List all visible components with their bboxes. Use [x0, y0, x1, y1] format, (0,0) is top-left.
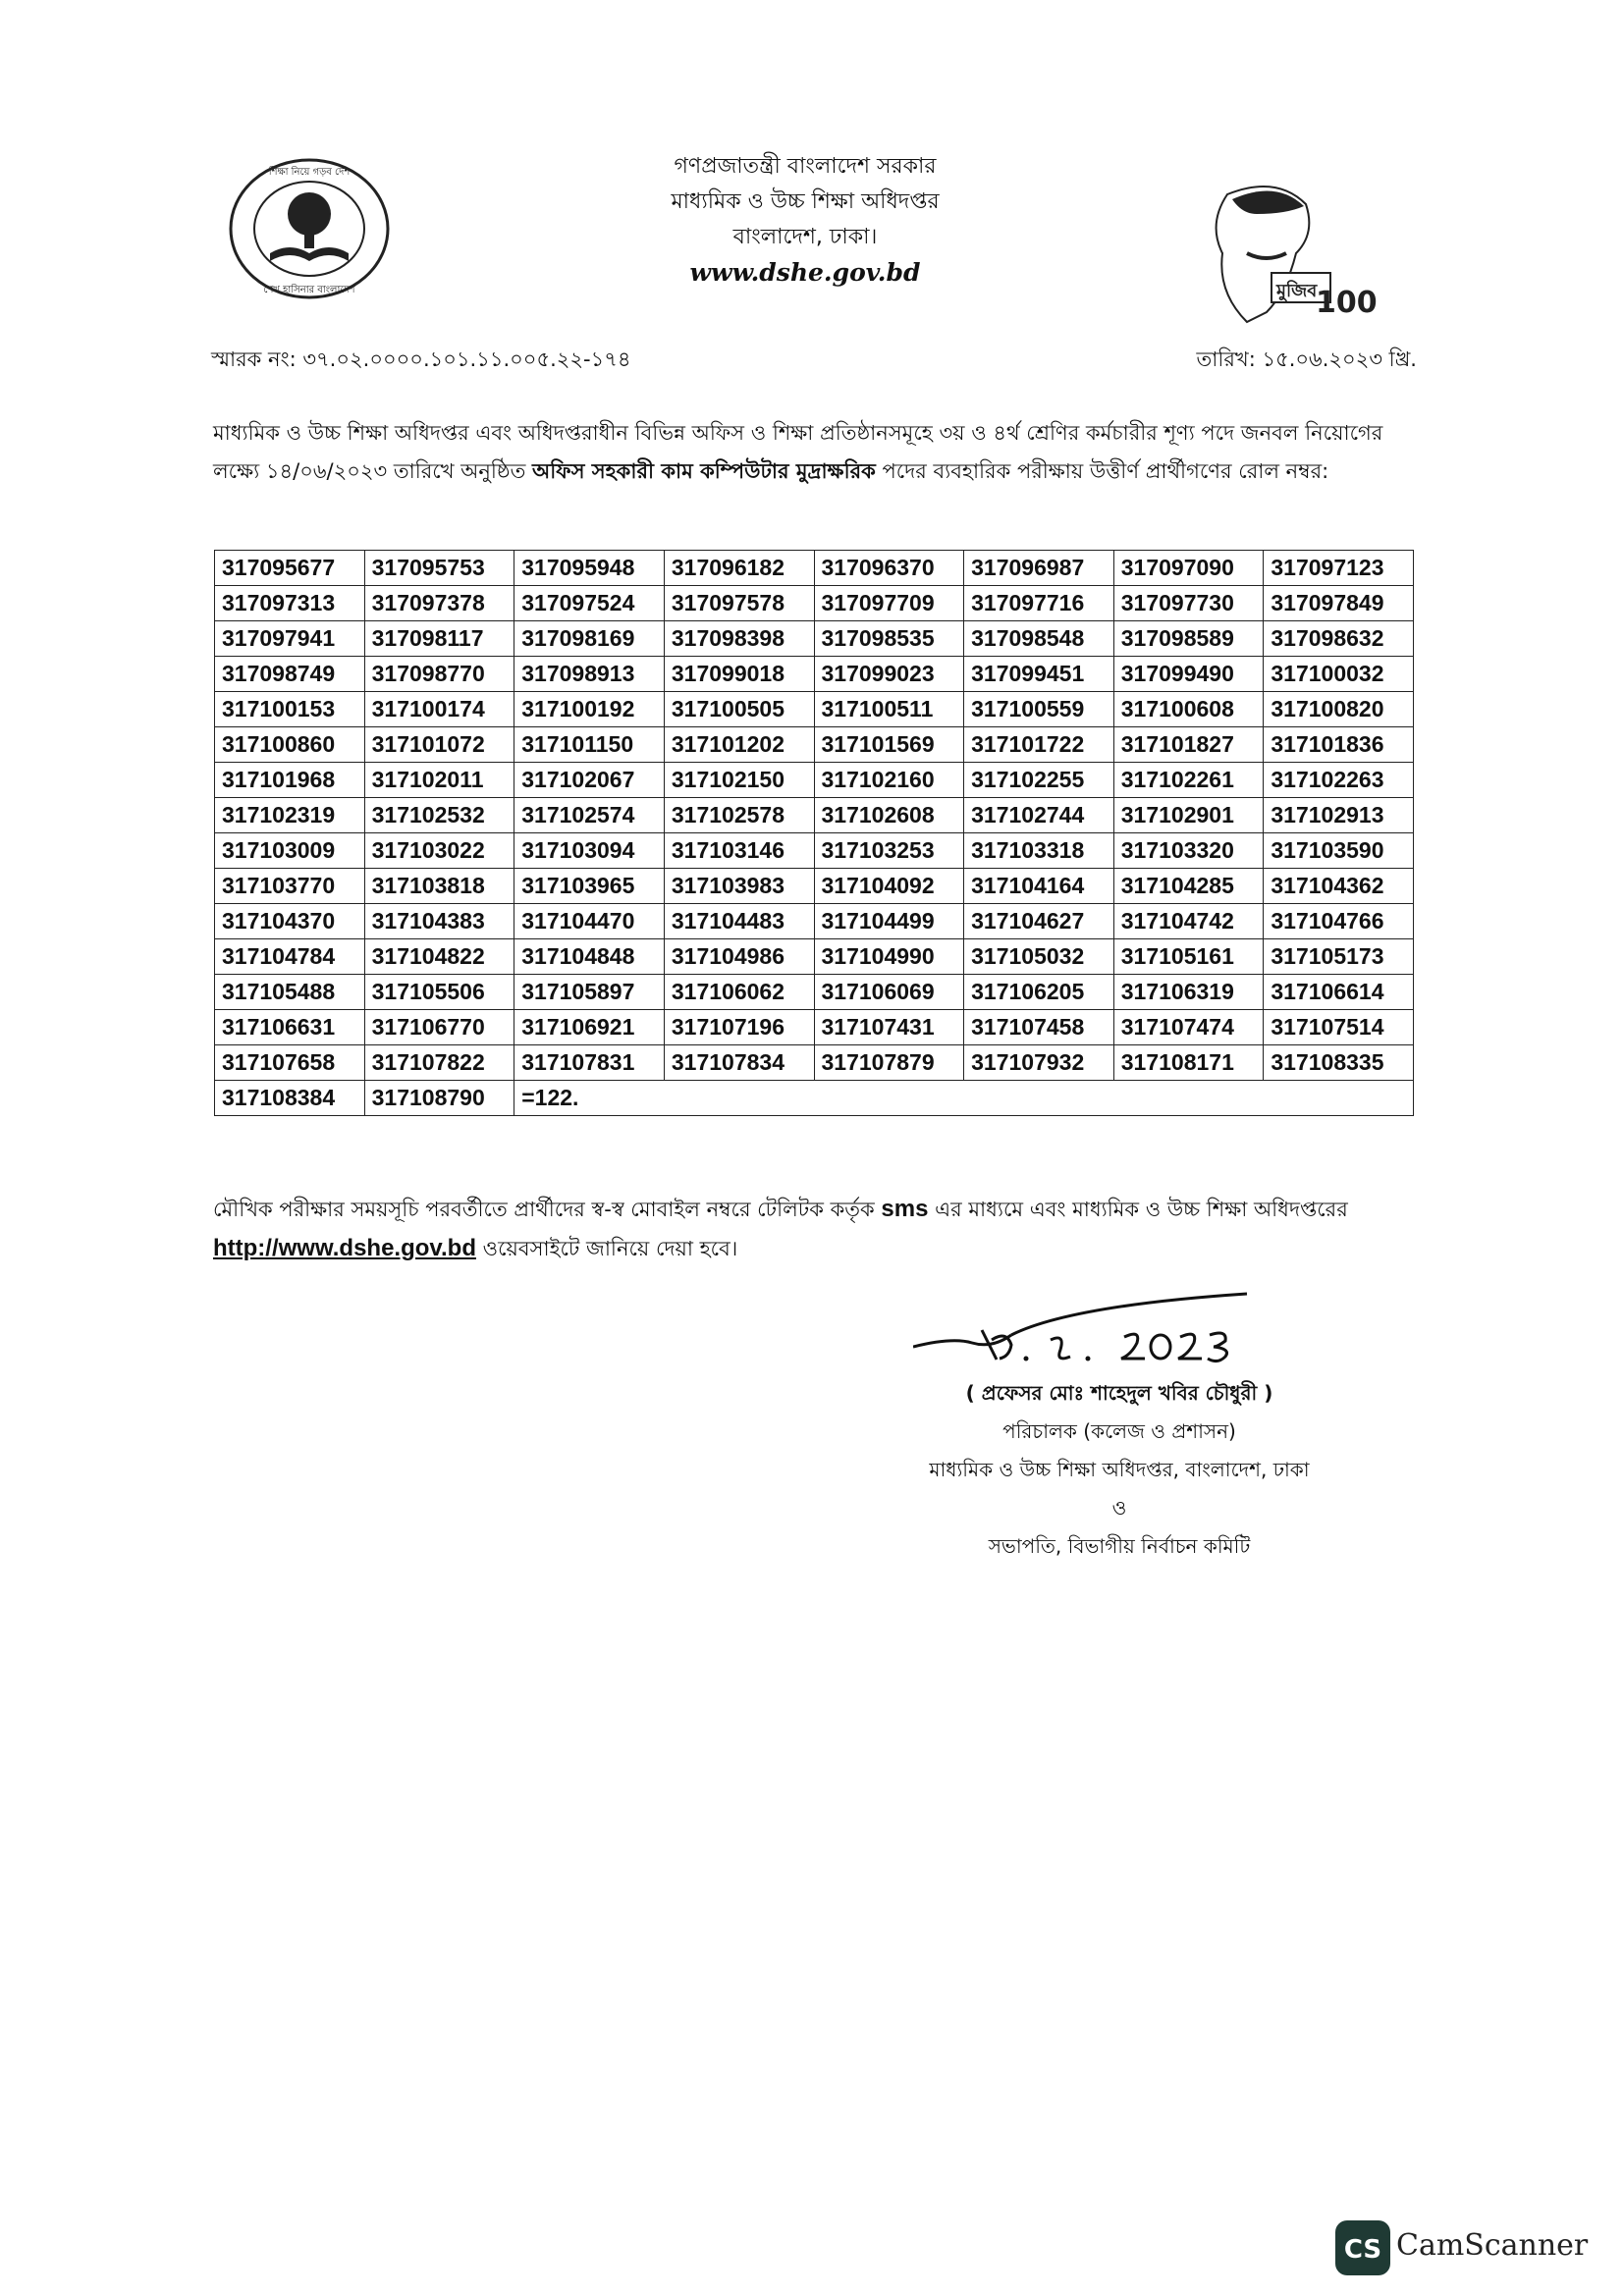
roll-cell: 317103983 [664, 869, 814, 904]
roll-row [215, 657, 1414, 692]
roll-cell: 317100608 [1113, 692, 1264, 727]
roll-cell: 317097709 [814, 586, 964, 621]
roll-cell: 317101968 [215, 763, 365, 798]
roll-cell: 317104627 [964, 904, 1114, 939]
roll-cell: 317104092 [814, 869, 964, 904]
department-name: মাধ্যমিক ও উচ্চ শিক্ষা অধিদপ্তর [671, 189, 940, 214]
roll-row [215, 727, 1414, 763]
roll-cell: 317106614 [1264, 975, 1414, 1010]
roll-cell: 317098913 [514, 657, 665, 692]
roll-cell: 317103022 [364, 833, 514, 869]
roll-cell: 317104766 [1264, 904, 1414, 939]
roll-cell: 317097123 [1264, 551, 1414, 586]
roll-cell: 317108384 [215, 1081, 365, 1116]
roll-cell: 317105032 [964, 939, 1114, 975]
roll-row [215, 1045, 1414, 1081]
roll-cell: 317098398 [664, 621, 814, 657]
memo-date: তারিখ: ১৫.০৬.২০২৩ খ্রি. [1196, 347, 1417, 371]
roll-cell: 317101202 [664, 727, 814, 763]
roll-cell: 317104470 [514, 904, 665, 939]
svg-text:শেখ হাসিনার বাংলাদেশ: শেখ হাসিনার বাংলাদেশ [263, 285, 355, 295]
roll-cell: 317097578 [664, 586, 814, 621]
camscanner-label: CamScanner [1396, 2228, 1589, 2263]
roll-cell: 317102160 [814, 763, 964, 798]
roll-cell: 317106921 [514, 1010, 665, 1045]
signatory-role: সভাপতি, বিভাগীয় নির্বাচন কমিটি [988, 1534, 1251, 1558]
roll-cell: 317104499 [814, 904, 964, 939]
viva-schedule-note [213, 1190, 1431, 1268]
roll-cell: 317105506 [364, 975, 514, 1010]
roll-cell: 317103818 [364, 869, 514, 904]
roll-cell: 317102913 [1264, 798, 1414, 833]
roll-cell: 317098117 [364, 621, 514, 657]
roll-cell: 317100032 [1264, 657, 1414, 692]
roll-cell: 317097378 [364, 586, 514, 621]
svg-text:শিক্ষা নিয়ে গড়ব দেশ: শিক্ষা নিয়ে গড়ব দেশ [268, 167, 351, 178]
signatory-office: মাধ্যমিক ও উচ্চ শিক্ষা অধিদপ্তর, বাংলাদেশ, ঢাকা [929, 1458, 1310, 1481]
roll-cell: 317102319 [215, 798, 365, 833]
roll-cell: 317102261 [1113, 763, 1264, 798]
roll-cell: 317108171 [1113, 1045, 1264, 1081]
roll-cell: 317102574 [514, 798, 665, 833]
roll-row [215, 551, 1414, 586]
roll-cell: 317100174 [364, 692, 514, 727]
roll-cell: 317103320 [1113, 833, 1264, 869]
roll-cell: 317102255 [964, 763, 1114, 798]
roll-cell: 317097730 [1113, 586, 1264, 621]
roll-cell: 317104742 [1113, 904, 1264, 939]
roll-cell: 317104362 [1264, 869, 1414, 904]
govt-name: গণপ্রজাতন্ত্রী বাংলাদেশ সরকার [674, 154, 937, 179]
roll-cell: 317107431 [814, 1010, 964, 1045]
intro-text-2: পদের ব্যবহারিক পরীক্ষায় উত্তীর্ণ প্রার্থীগণের রোল নম্বর: [875, 459, 1329, 483]
roll-number-table [214, 550, 1414, 1116]
roll-cell: 317100820 [1264, 692, 1414, 727]
roll-cell: 317100511 [814, 692, 964, 727]
roll-cell: 317107831 [514, 1045, 665, 1081]
signature-block [825, 1374, 1414, 1566]
roll-cell: 317101150 [514, 727, 665, 763]
roll-cell: 317100192 [514, 692, 665, 727]
roll-cell: 317095948 [514, 551, 665, 586]
signatory-title: পরিচালক (কলেজ ও প্রশাসন) [1002, 1419, 1236, 1443]
roll-cell: 317103590 [1264, 833, 1414, 869]
roll-cell: 317107458 [964, 1010, 1114, 1045]
roll-cell: 317100153 [215, 692, 365, 727]
roll-cell: 317102901 [1113, 798, 1264, 833]
roll-cell: 317099023 [814, 657, 964, 692]
roll-cell: 317102744 [964, 798, 1114, 833]
roll-cell: 317096182 [664, 551, 814, 586]
roll-cell: 317107834 [664, 1045, 814, 1081]
roll-cell: 317096370 [814, 551, 964, 586]
intro-paragraph [213, 414, 1421, 491]
roll-cell: 317097313 [215, 586, 365, 621]
roll-cell: 317098770 [364, 657, 514, 692]
roll-cell: 317105173 [1264, 939, 1414, 975]
roll-cell: 317104383 [364, 904, 514, 939]
roll-cell: 317096987 [964, 551, 1114, 586]
roll-cell: 317104848 [514, 939, 665, 975]
roll-cell: 317107879 [814, 1045, 964, 1081]
roll-cell: 317102150 [664, 763, 814, 798]
svg-text:মুজিব: মুজিব [1276, 281, 1318, 301]
roll-cell: 317102067 [514, 763, 665, 798]
roll-cell: 317102011 [364, 763, 514, 798]
roll-cell: 317099018 [664, 657, 814, 692]
note-text-1: মৌখিক পরীক্ষার সময়সূচি পরবর্তীতে প্রার্থীদের স্ব-স্ব মোবাইল নম্বরে টেলিটক কর্তৃক [213, 1198, 882, 1221]
roll-cell: 317105488 [215, 975, 365, 1010]
roll-cell: 317104164 [964, 869, 1114, 904]
roll-cell: 317100505 [664, 692, 814, 727]
roll-cell: 317105897 [514, 975, 665, 1010]
roll-cell: 317097090 [1113, 551, 1264, 586]
roll-cell: 317102578 [664, 798, 814, 833]
roll-cell: 317099490 [1113, 657, 1264, 692]
roll-cell: 317106770 [364, 1010, 514, 1045]
roll-row [215, 975, 1414, 1010]
roll-cell: 317104285 [1113, 869, 1264, 904]
handwritten-signature [913, 1286, 1267, 1388]
roll-cell: 317106069 [814, 975, 964, 1010]
signatory-name: ( প্রফেসর মোঃ শাহেদুল খবির চৌধুরী ) [965, 1381, 1273, 1405]
post-name: অফিস সহকারী কাম কম্পিউটার মুদ্রাক্ষরিক [532, 459, 876, 483]
roll-cell: 317098535 [814, 621, 964, 657]
roll-cell: 317103009 [215, 833, 365, 869]
roll-cell: 317095677 [215, 551, 365, 586]
location: বাংলাদেশ, ঢাকা। [732, 225, 878, 249]
roll-row [215, 692, 1414, 727]
roll-row [215, 939, 1414, 975]
note-text-2: এর মাধ্যমে এবং মাধ্যমিক ও উচ্চ শিক্ষা অধিদপ্তরের [928, 1198, 1348, 1221]
roll-cell: 317098589 [1113, 621, 1264, 657]
roll-row [215, 869, 1414, 904]
roll-cell: 317098548 [964, 621, 1114, 657]
roll-cell: 317102263 [1264, 763, 1414, 798]
roll-row [215, 763, 1414, 798]
roll-cell: 317104986 [664, 939, 814, 975]
camscanner-badge: CS [1343, 2235, 1382, 2265]
camscanner-logo-icon [1333, 2218, 1392, 2281]
roll-row [215, 1081, 1414, 1116]
roll-cell: 317103770 [215, 869, 365, 904]
roll-cell: 317105161 [1113, 939, 1264, 975]
roll-cell: 317098632 [1264, 621, 1414, 657]
note-text-3: ওয়েবসাইটে জানিয়ে দেয়া হবে। [475, 1237, 738, 1260]
roll-cell: 317103253 [814, 833, 964, 869]
roll-row [215, 798, 1414, 833]
signatory-conjunction: ও [1111, 1496, 1127, 1520]
roll-cell: 317098749 [215, 657, 365, 692]
roll-cell: 317107932 [964, 1045, 1114, 1081]
roll-row [215, 1010, 1414, 1045]
roll-cell: 317108790 [364, 1081, 514, 1116]
roll-cell: 317100559 [964, 692, 1114, 727]
roll-cell: 317101836 [1264, 727, 1414, 763]
roll-cell: 317107658 [215, 1045, 365, 1081]
roll-cell: 317106319 [1113, 975, 1264, 1010]
roll-cell: 317102608 [814, 798, 964, 833]
roll-row [215, 621, 1414, 657]
roll-cell: 317097849 [1264, 586, 1414, 621]
roll-cell: 317103146 [664, 833, 814, 869]
roll-row [215, 833, 1414, 869]
roll-cell: 317103094 [514, 833, 665, 869]
roll-cell: 317099451 [964, 657, 1114, 692]
office-header [550, 149, 1060, 291]
memo-number: স্মারক নং: ৩৭.০২.০০০০.১০১.১১.০০৫.২২-১৭৪ [211, 347, 631, 371]
education-emblem-logo [226, 155, 393, 306]
roll-cell: 317108335 [1264, 1045, 1414, 1081]
roll-cell: 317104784 [215, 939, 365, 975]
total-count-cell: =122. [514, 1081, 1414, 1116]
roll-cell: 317097524 [514, 586, 665, 621]
roll-cell: 317101072 [364, 727, 514, 763]
roll-cell: 317104370 [215, 904, 365, 939]
roll-cell: 317104483 [664, 904, 814, 939]
dshe-url-link[interactable]: http://www.dshe.gov.bd [213, 1235, 476, 1261]
roll-cell: 317107822 [364, 1045, 514, 1081]
roll-cell: 317102532 [364, 798, 514, 833]
roll-cell: 317106062 [664, 975, 814, 1010]
roll-cell: 317097941 [215, 621, 365, 657]
roll-cell: 317103965 [514, 869, 665, 904]
roll-row [215, 586, 1414, 621]
roll-cell: 317095753 [364, 551, 514, 586]
roll-cell: 317100860 [215, 727, 365, 763]
roll-cell: 317106631 [215, 1010, 365, 1045]
roll-cell: 317104822 [364, 939, 514, 975]
intro-text-1: মাধ্যমিক ও উচ্চ শিক্ষা অধিদপ্তর এবং অধিদপ্তরাধীন বিভিন্ন অফিস ও শিক্ষা প্রতিষ্ঠানসমূহে ৩য় ও ৪র্থ শ্রেণির কর্মচারীর শূণ্য পদে জনবল নিয়োগের লক্ষ্যে ১৪/০৬/২০২৩ তারিখে অনুষ্ঠিত [213, 421, 1383, 483]
roll-cell: 317101722 [964, 727, 1114, 763]
roll-row [215, 904, 1414, 939]
roll-cell: 317107514 [1264, 1010, 1414, 1045]
website-link[interactable]: www.dshe.gov.bd [689, 258, 921, 287]
roll-cell: 317104990 [814, 939, 964, 975]
svg-text:100: 100 [1316, 286, 1378, 320]
roll-cell: 317101827 [1113, 727, 1264, 763]
mujib-100-logo [1188, 175, 1414, 336]
roll-cell: 317103318 [964, 833, 1114, 869]
roll-cell: 317097716 [964, 586, 1114, 621]
roll-cell: 317098169 [514, 621, 665, 657]
roll-cell: 317107196 [664, 1010, 814, 1045]
roll-cell: 317107474 [1113, 1010, 1264, 1045]
sms-text: sms [881, 1196, 929, 1222]
roll-cell: 317106205 [964, 975, 1114, 1010]
roll-cell: 317101569 [814, 727, 964, 763]
